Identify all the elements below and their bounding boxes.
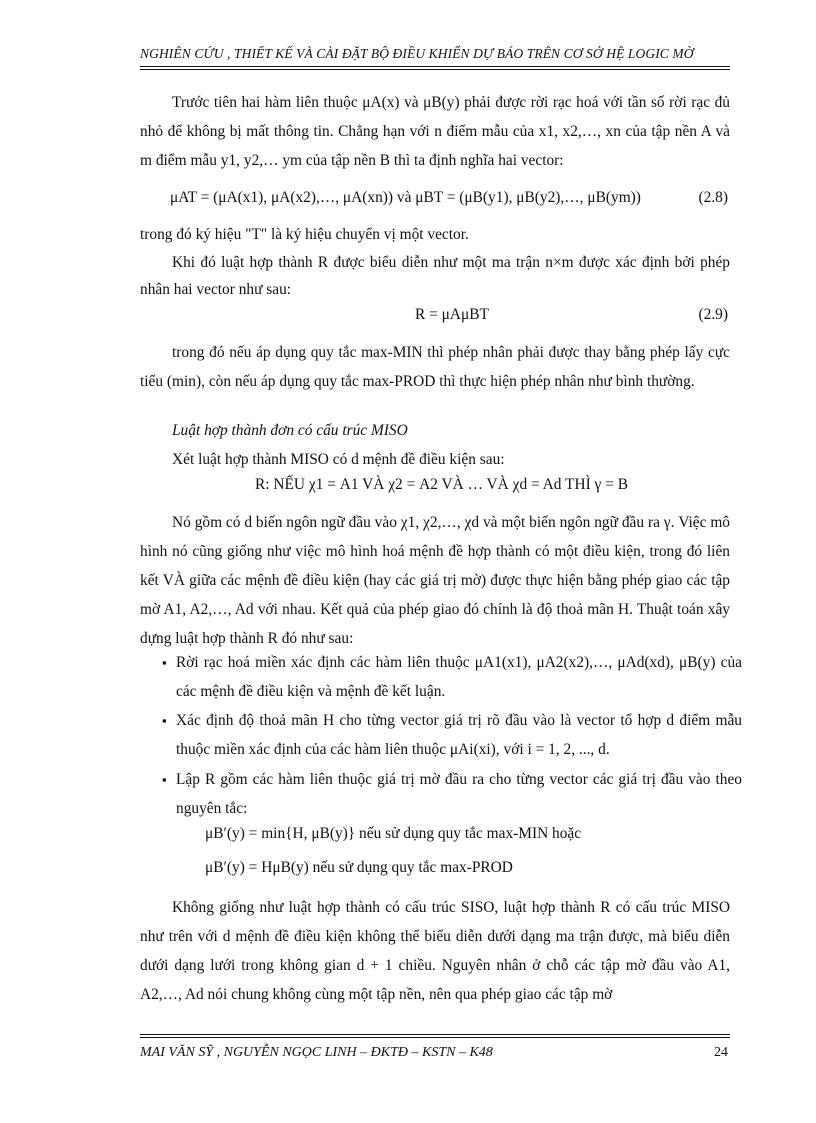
header-rule: [140, 66, 730, 67]
paragraph-miso-model: Nó gồm có d biến ngôn ngữ đầu vào χ1, χ2,…, χd và một biến ngôn ngữ đầu ra γ. Việc mô hình nó cũng giống như việc mô hình hoá mệnh đề hợp thành có một điều kiện, trong đó liên kết VÀ giữa các mệnh đề điều kiện (hay các giá trị mờ) được thực hiện bằng phép giao các tập mờ A1, A2,…, Ad với nhau. Kết quả của phép giao đó chính là độ thoả mãn H. Thuật toán xây dựng luật hợp thành R đó như sau:: [140, 514, 730, 647]
paragraph-miso-intro: Xét luật hợp thành MISO có d mệnh đề điều kiện sau:: [172, 451, 505, 468]
equation-2-8: μAT = (μA(x1), μA(x2),…, μA(xn)) và μBT = (μB(y1), μB(y2),…, μB(ym)): [170, 189, 641, 206]
equation-number-2-9: (2.9): [698, 306, 728, 323]
subheading-miso: Luật hợp thành đơn có cấu trúc MISO: [172, 422, 408, 439]
running-header: NGHIÊN CỨU , THIẾT KẾ VÀ CÀI ĐẶT BỘ ĐIỀU KHIỂN DỰ BÁO TRÊN CƠ SỞ HỆ LOGIC MỜ: [140, 46, 694, 61]
paragraph-grid: Không giống như luật hợp thành có cấu trúc SISO, luật hợp thành R có cấu trúc MISO như trên với d mệnh đề điều kiện không thể biểu diễn dưới dạng ma trận được, mà biểu diễn dưới dạng lưới trong không gian d + 1 chiều. Nguyên nhân ở chỗ các tập mờ đầu vào A1, A2,…, Ad nói chung không cùng một tập nền, nên qua phép giao các tập mờ: [140, 899, 730, 1003]
formula-max-prod: μB′(y) = HμB(y) nếu sử dụng quy tắc max-PROD: [205, 859, 513, 876]
paragraph-transpose: trong đó ký hiệu "T" là ký hiệu chuyển vị một vector.: [140, 226, 469, 243]
footer-rule-thin: [140, 1037, 730, 1038]
rule-statement: R: NẾU χ1 = A1 VÀ χ2 = A2 VÀ … VÀ χd = Ad THÌ γ = B: [255, 476, 628, 493]
paragraph-minprod: trong đó nếu áp dụng quy tắc max-MIN thì phép nhân phải được thay bằng phép lấy cực tiểu (min), còn nếu áp dụng quy tắc max-PROD thì thực hiện phép nhân như bình thường.: [140, 344, 730, 390]
equation-number-2-8: (2.8): [698, 189, 728, 206]
paragraph-intro: Trước tiên hai hàm liên thuộc μA(x) và μB(y) phải được rời rạc hoá với tần số rời rạc đủ nhỏ để không bị mất thông tin. Chẳng hạn với n điểm mẫu của x1, x2,…, xn của tập nền A và m điểm mẫu y1, y2,… ym của tập nền B thì ta định nghĩa hai vector:: [140, 94, 730, 169]
bullet-degree: ▪ Xác định độ thoả mãn H cho từng vector giá trị rõ đầu vào là vector tổ hợp d điểm mẫu thuộc miền xác định của các hàm liên thuộc μAi(xi), với i = 1, 2, ..., d.: [164, 706, 742, 764]
bullet-discretize: ▪ Rời rạc hoá miền xác định các hàm liên thuộc μA1(x1), μA2(x2),…, μAd(xd), μB(y) của các mệnh đề điều kiện và mệnh đề kết luận.: [164, 648, 742, 706]
paragraph-relation: Khi đó luật hợp thành R được biểu diễn như một ma trận n×m được xác định bởi phép nhân hai vector như sau:: [140, 254, 730, 298]
header-rule-thin: [140, 69, 730, 70]
footer-rule: [140, 1034, 730, 1035]
equation-2-9: R = μAμBT: [415, 306, 489, 323]
footer-authors: MAI VĂN SỸ , NGUYỄN NGỌC LINH – ĐKTĐ – KSTN – K48: [140, 1045, 493, 1060]
bullet-build-r: ▪ Lập R gồm các hàm liên thuộc giá trị mờ đầu ra cho từng vector các giá trị đầu vào theo nguyên tắc:: [164, 765, 742, 823]
page-number: 24: [714, 1045, 728, 1060]
formula-max-min: μB′(y) = min{H, μB(y)} nếu sử dụng quy tắc max-MIN hoặc: [205, 825, 582, 842]
